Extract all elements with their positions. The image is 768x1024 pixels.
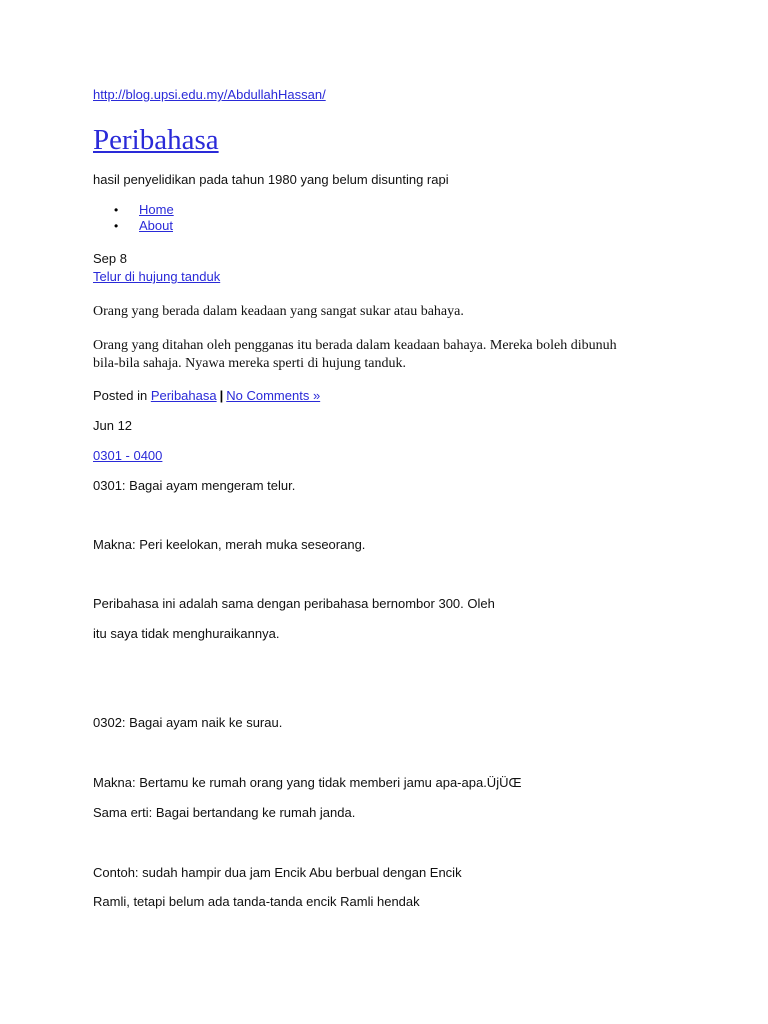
nav-item-about — [114, 218, 174, 234]
nav-item-home — [114, 202, 174, 218]
nav-link-home[interactable]: Home — [139, 202, 174, 217]
posted-in-label: Posted in — [93, 388, 148, 403]
post-line: Ramli, tetapi belum ada tanda-tanda encik Ramli hendak — [93, 894, 420, 909]
blog-url-link[interactable]: http://blog.upsi.edu.my/AbdullahHassan/ — [93, 87, 326, 102]
post-title-link[interactable]: Telur di hujung tanduk — [93, 269, 221, 284]
post-line: Makna: Bertamu ke rumah orang yang tidak memberi jamu apa-apa.ÜjÜŒ — [93, 775, 522, 790]
post-date: Sep 8 — [93, 251, 127, 266]
post-line: itu saya tidak menghuraikannya. — [93, 626, 280, 641]
blog-tagline: hasil penyelidikan pada tahun 1980 yang belum disunting rapi — [93, 172, 449, 187]
post-paragraph: Orang yang berada dalam keadaan yang sangat sukar atau bahaya. — [93, 304, 464, 319]
blog-title-link[interactable]: Peribahasa — [93, 124, 219, 156]
post-paragraph: bila-bila sahaja. Nyawa mereka sperti di hujung tanduk. — [93, 356, 406, 371]
post-line: Makna: Peri keelokan, merah muka seseorang. — [93, 537, 366, 552]
comments-link[interactable]: No Comments » — [226, 388, 321, 403]
nav-menu — [114, 202, 174, 234]
post-line: Peribahasa ini adalah sama dengan peribahasa bernombor 300. Oleh — [93, 596, 495, 611]
post-meta — [93, 388, 320, 404]
bullet-icon: • — [114, 219, 119, 233]
post-paragraph: Orang yang ditahan oleh pengganas itu berada dalam keadaan bahaya. Mereka boleh dibunuh — [93, 338, 617, 353]
category-link[interactable]: Peribahasa — [150, 388, 217, 403]
bullet-icon: • — [114, 203, 119, 217]
post-title-link[interactable]: 0301 - 0400 — [93, 448, 163, 463]
post-line: 0301: Bagai ayam mengeram telur. — [93, 478, 296, 493]
post-line: Contoh: sudah hampir dua jam Encik Abu berbual dengan Encik — [93, 865, 462, 880]
post-line: Sama erti: Bagai bertandang ke rumah janda. — [93, 805, 356, 820]
meta-separator: | — [219, 388, 224, 403]
post-date: Jun 12 — [93, 418, 133, 433]
nav-link-about[interactable]: About — [139, 218, 173, 233]
post-line: 0302: Bagai ayam naik ke surau. — [93, 715, 283, 730]
